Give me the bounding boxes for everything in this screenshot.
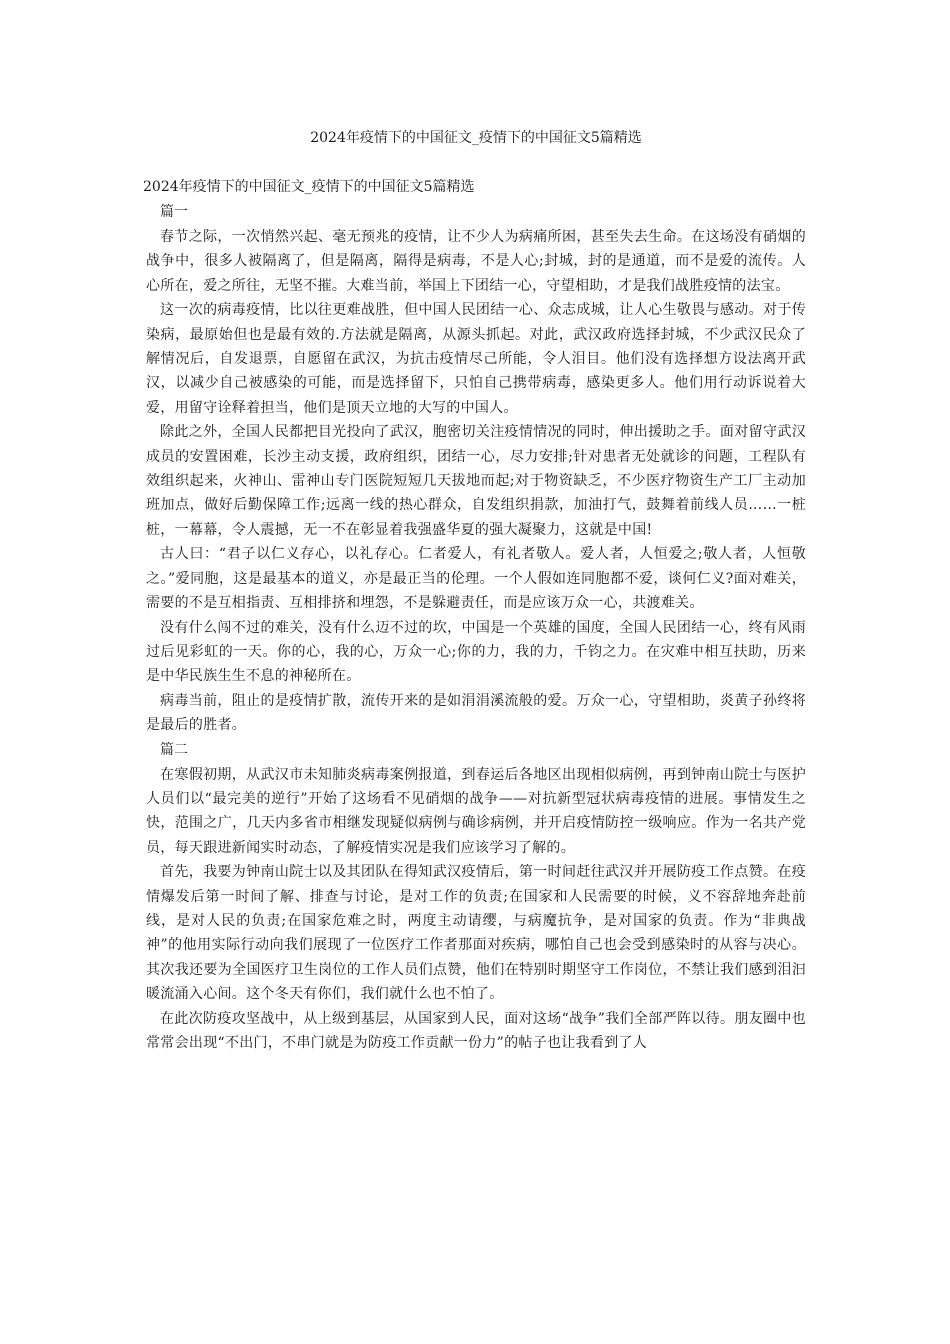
section-heading: 篇二 — [160, 741, 188, 758]
section-heading: 篇一 — [160, 204, 188, 220]
paragraph: 在寒假初期，从武汉市未知肺炎病毒案例报道，到春运后各地区出现相似病例，再到钟南山院士与医护人员们以“最完美的逆行”开始了这场看不见硝烟的战争——对抗新型冠状病毒疫情的进展。事情发生之快，范围之广，几天内多省市相继发现疑似病例与确诊病例，并开启疫情防控一级响应。作为一名共产党员，每天跟进新闻实时动态，了解疫情实况是我们应该学习了解的。 — [146, 766, 806, 856]
paragraph: 首先，我要为钟南山院士以及其团队在得知武汉疫情后，第一时间赶往武汉并开展防疫工作点赞。在疫情爆发后第一时间了解、排查与讨论，是对工作的负责;在国家和人民需要的时候，义不容辞地奔赴前线，是对人民的负责;在国家危难之时，两度主动请缨，与病魔抗争，是对国家的负责。作为“非典战神”的他用实际行动向我们展现了一位医疗工作者那面对疾病，哪怕自己也会受到感染时的从容与决心。其次我还要为全国医疗卫生岗位的工作人员们点赞，他们在特别时期坚守工作岗位，不禁让我们感到泪汩暖流涌入心间。这个冬天有你们，我们就什么也不怕了。 — [146, 864, 806, 1003]
paragraph: 这一次的病毒疫情，比以往更难战胜，但中国人民团结一心、众志成城，让人心生敬畏与感动。对于传染病，最原始但也是最有效的.方法就是隔离，从源头抓起。对此，武汉政府选择封城，不少武汉民众了解情况后，自发退票，自愿留在武汉，为抗击疫情尽己所能，令人泪目。他们没有选择想方设法离开武汉，以减少自己被感染的可能，而是选择留下，只怕自己携带病毒，感染更多人。他们用行动诉说着大爱，用留守诠释着担当，他们是顶天立地的大写的中国人。 — [146, 302, 806, 416]
paragraph: 春节之际，一次悄然兴起、毫无预兆的疫情，让不少人为病痛所困，甚至失去生命。在这场没有硝烟的战争中，很多人被隔离了，但是隔离，隔得是病毒，不是人心;封城，封的是通道，而不是爱的流传。人心所在，爱之所往，无坚不摧。大难当前，举国上下团结一心，守望相助，才是我们战胜疫情的法宝。 — [146, 229, 806, 294]
paragraph: 没有什么闯不过的难关，没有什么迈不过的坎，中国是一个英雄的国度，全国人民团结一心，终有风雨过后见彩虹的一天。你的心，我的心，万众一心;你的力，我的力，千钧之力。在灾难中相互扶助，历来是中华民族生生不息的神秘所在。 — [146, 619, 806, 685]
paragraph: 除此之外，全国人民都把目光投向了武汉，胞密切关注疫情情况的同时，伸出援助之手。面对留守武汉成员的安置困难，长沙主动支援，政府组织，团结一心，尽力安排;针对患者无处就诊的问题，工程队有效组织起来，火神山、雷神山专门医院短短几天拔地而起;对于物资缺乏，不少医疗物资生产工厂主动加班加点，做好后勤保障工作;远离一线的热心群众，自发组织捐款，加油打气，鼓舞着前线人员……一桩桩，一幕幕，令人震撼，无一不在彰显着我强盛华夏的强大凝聚力，这就是中国! — [146, 424, 806, 538]
paragraph: 病毒当前，阻止的是疫情扩散，流传开来的是如涓涓溪流般的爱。万众一心，守望相助，炎黄子孙终将是最后的胜者。 — [146, 692, 806, 734]
document-title: 2024年疫情下的中国征文_疫情下的中国征文5篇精选 — [310, 130, 642, 146]
document-subtitle: 2024年疫情下的中国征文_疫情下的中国征文5篇精选 — [143, 179, 475, 195]
paragraph: 古人曰：“君子以仁义存心，以礼存心。仁者爱人，有礼者敬人。爱人者，人恒爱之;敬人者，人恒敬之。”爱同胞，这是最基本的道义，亦是最正当的伦理。一个人假如连同胞都不爱，谈何仁义?面对难关，需要的不是互相指责、互相排挤和埋怨，不是躲避责任，而是应该万众一心，共渡难关。 — [146, 546, 806, 612]
section-1 — [146, 200, 806, 738]
document-body — [146, 200, 806, 1055]
paragraph: 在此次防疫攻坚战中，从上级到基层，从国家到人民，面对这场“战争”我们全部严阵以待。朋友圈中也常常会出现“不出门，不串门就是为防疫工作贡献一份力”的帖子也让我看到了人 — [146, 1010, 806, 1051]
section-2 — [146, 738, 806, 1056]
